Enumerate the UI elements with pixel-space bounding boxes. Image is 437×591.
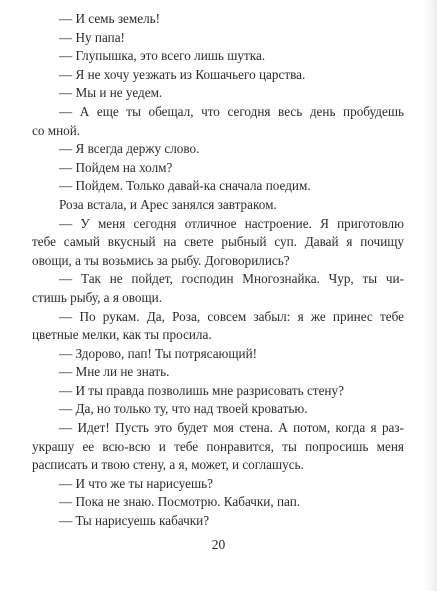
text-line: — Да, но только ту, что над твоей кроватью.	[59, 401, 308, 417]
text-line: — Мы и не уедем.	[59, 85, 163, 101]
text-line: — Глупышка, это всего лишь шутка.	[59, 48, 266, 64]
text-line: со мной.	[32, 122, 81, 138]
text-line: — Я всегда держу слово.	[59, 141, 200, 157]
text-line: цветные мелки, как ты просила.	[32, 327, 212, 343]
text-line: расписать и твою стену, а я, может, и соглашусь.	[32, 457, 304, 473]
text-line: — Пока не знаю. Посмотрю. Кабачки, пап.	[59, 494, 301, 510]
text-line: — Пойдем. Только давай-ка сначала поедим.	[59, 178, 311, 194]
text-line: — И что же ты нарисуешь?	[59, 475, 213, 491]
text-line: тебе самый вкусный на свете рыбный суп. Давай я почищу	[32, 234, 404, 250]
text-line: — И ты правда позволишь мне разрисовать стену?	[59, 382, 344, 398]
page-number: 20	[211, 537, 226, 552]
page-text	[32, 10, 404, 531]
text-line: — Ты нарисуешь кабачки?	[59, 513, 210, 529]
text-line: — Ну папа!	[59, 29, 125, 45]
text-line: — У меня сегодня отличное настроение. Я приготовлю	[59, 215, 404, 231]
text-line: овощи, а ты возьмись за рыбу. Договорились?	[32, 252, 290, 268]
text-line: — И семь земель!	[59, 11, 161, 26]
text-line: украшу ее всю-всю и тебе понравится, ты попросишь меня	[32, 438, 404, 454]
text-line: — По рукам. Да, Роза, совсем забыл: я же принес тебе	[59, 308, 404, 324]
text-line: Роза встала, и Арес занялся завтраком.	[59, 196, 277, 212]
text-line: — Пойдем на холм?	[59, 159, 173, 175]
text-line: стишь рыбу, а я овощи.	[32, 289, 163, 305]
text-line: — Так не пойдет, господин Многознайка. Чур, ты чи-	[59, 271, 404, 287]
text-line: — Идет! Пусть это будет моя стена. А потом, когда я раз-	[59, 420, 404, 436]
text-line: — Мне ли не знать.	[59, 364, 170, 380]
text-line: — А еще ты обещал, что сегодня весь день пробудешь	[59, 103, 404, 119]
text-line: — Я не хочу уезжать из Кошачьего царства.	[59, 66, 306, 82]
text-line: — Здорово, пап! Ты потрясающий!	[59, 345, 258, 361]
